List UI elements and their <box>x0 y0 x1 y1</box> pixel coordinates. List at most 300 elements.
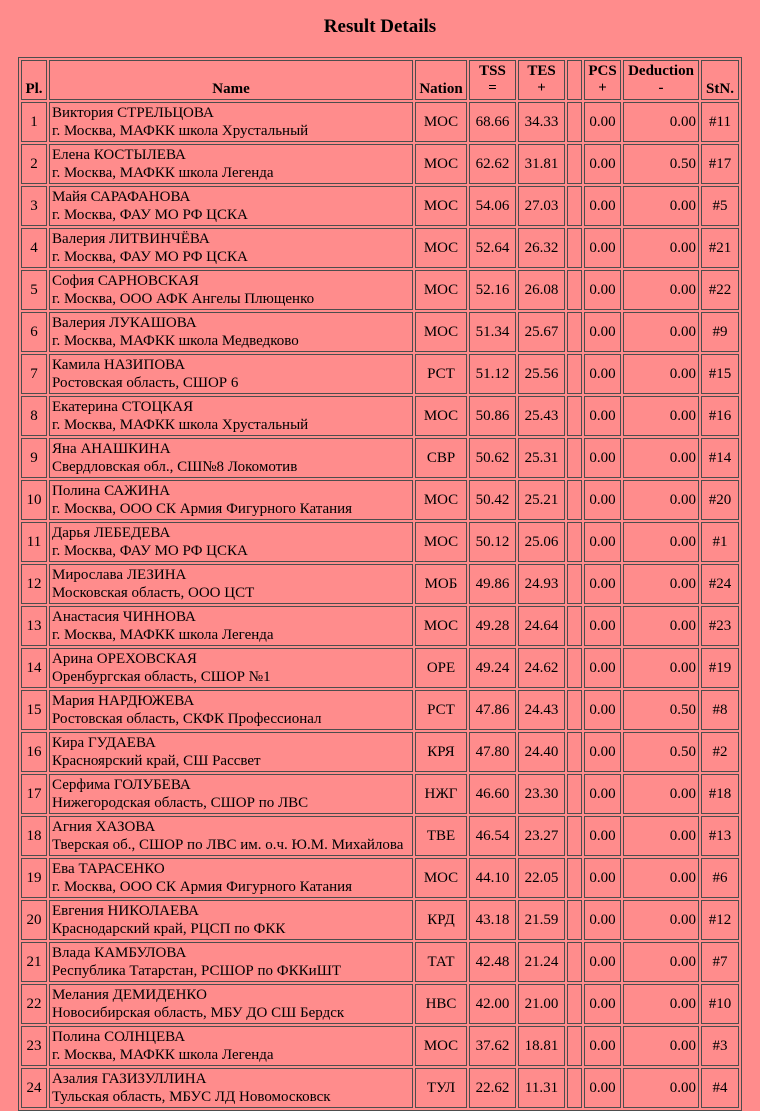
results-table <box>18 57 742 1111</box>
table-row <box>21 102 739 142</box>
skater-name: Анастасия ЧИННОВА <box>52 608 196 625</box>
skater-club: Тульская область, МБУС ЛД Новомосковск <box>52 1089 331 1105</box>
nation-cell: МОС <box>415 144 467 184</box>
tes-cell: 27.03 <box>518 186 565 226</box>
tes-cell: 24.40 <box>518 732 565 772</box>
tss-cell: 22.62 <box>469 1068 516 1108</box>
table-row <box>21 438 739 478</box>
place-cell: 15 <box>21 690 47 730</box>
tss-cell: 68.66 <box>469 102 516 142</box>
place-cell: 2 <box>21 144 47 184</box>
tes-cell: 25.56 <box>518 354 565 394</box>
spacer-cell <box>567 438 582 478</box>
name-cell <box>49 1068 413 1108</box>
table-row <box>21 900 739 940</box>
pcs-cell: 0.00 <box>584 774 621 814</box>
stn-cell: #3 <box>701 1026 739 1066</box>
place-cell: 10 <box>21 480 47 520</box>
table-row <box>21 732 739 772</box>
skater-club: г. Москва, ООО СК Армия Фигурного Катания <box>52 879 353 895</box>
stn-cell: #6 <box>701 858 739 898</box>
place-cell: 9 <box>21 438 47 478</box>
table-row <box>21 564 739 604</box>
stn-cell: #21 <box>701 228 739 268</box>
col-header-place: Pl. <box>21 60 47 100</box>
skater-club: Свердловская обл., СШ№8 Локомотив <box>52 459 298 475</box>
nation-cell: КРЯ <box>415 732 467 772</box>
deduction-cell: 0.00 <box>623 270 699 310</box>
pcs-cell: 0.00 <box>584 144 621 184</box>
pcs-cell: 0.00 <box>584 942 621 982</box>
name-cell <box>49 690 413 730</box>
tes-cell: 24.64 <box>518 606 565 646</box>
col-header-spacer <box>567 60 582 100</box>
nation-cell: МОС <box>415 186 467 226</box>
name-cell <box>49 354 413 394</box>
skater-club: г. Москва, ФАУ МО РФ ЦСКА <box>52 207 248 223</box>
table-row <box>21 816 739 856</box>
tes-sign: + <box>537 80 546 96</box>
deduction-cell: 0.00 <box>623 480 699 520</box>
tss-cell: 43.18 <box>469 900 516 940</box>
tss-cell: 49.28 <box>469 606 516 646</box>
spacer-cell <box>567 732 582 772</box>
skater-club: г. Москва, ООО СК Армия Фигурного Катания <box>52 501 353 517</box>
tss-cell: 54.06 <box>469 186 516 226</box>
nation-cell: МОС <box>415 102 467 142</box>
skater-club: Ростовская область, СШОР 6 <box>52 375 239 391</box>
place-cell: 11 <box>21 522 47 562</box>
skater-name: Евгения НИКОЛАЕВА <box>52 902 200 919</box>
spacer-cell <box>567 774 582 814</box>
skater-name: Виктория СТРЕЛЬЦОВА <box>52 104 214 121</box>
pcs-cell: 0.00 <box>584 354 621 394</box>
tes-cell: 21.00 <box>518 984 565 1024</box>
name-cell <box>49 942 413 982</box>
spacer-cell <box>567 690 582 730</box>
skater-club: Краснодарский край, РЦСП по ФКК <box>52 921 286 937</box>
stn-cell: #4 <box>701 1068 739 1108</box>
stn-cell: #8 <box>701 690 739 730</box>
header-row <box>21 60 739 100</box>
place-cell: 23 <box>21 1026 47 1066</box>
nation-cell: КРД <box>415 900 467 940</box>
tss-cell: 49.86 <box>469 564 516 604</box>
place-cell: 21 <box>21 942 47 982</box>
stn-cell: #20 <box>701 480 739 520</box>
skater-name: Валерия ЛУКАШОВА <box>52 314 197 331</box>
deduction-cell: 0.00 <box>623 900 699 940</box>
place-cell: 8 <box>21 396 47 436</box>
deduction-cell: 0.00 <box>623 1026 699 1066</box>
tss-cell: 52.16 <box>469 270 516 310</box>
deduction-cell: 0.00 <box>623 648 699 688</box>
skater-name: Мелания ДЕМИДЕНКО <box>52 986 207 1003</box>
skater-name: София САРНОВСКАЯ <box>52 272 199 289</box>
name-cell <box>49 312 413 352</box>
pcs-cell: 0.00 <box>584 1026 621 1066</box>
tes-cell: 21.24 <box>518 942 565 982</box>
nation-cell: МОС <box>415 228 467 268</box>
spacer-cell <box>567 522 582 562</box>
skater-name: Влада КАМБУЛОВА <box>52 944 187 961</box>
skater-club: Ростовская область, СКФК Профессионал <box>52 711 322 727</box>
name-cell <box>49 732 413 772</box>
deduction-cell: 0.00 <box>623 228 699 268</box>
tes-cell: 34.33 <box>518 102 565 142</box>
skater-name: Ева ТАРАСЕНКО <box>52 860 165 877</box>
stn-cell: #22 <box>701 270 739 310</box>
spacer-cell <box>567 900 582 940</box>
pcs-cell: 0.00 <box>584 564 621 604</box>
skater-club: г. Москва, МАФКК школа Легенда <box>52 165 274 181</box>
pcs-cell: 0.00 <box>584 690 621 730</box>
nation-cell: МОБ <box>415 564 467 604</box>
spacer-cell <box>567 942 582 982</box>
spacer-cell <box>567 984 582 1024</box>
place-cell: 20 <box>21 900 47 940</box>
deduction-cell: 0.00 <box>623 816 699 856</box>
spacer-cell <box>567 354 582 394</box>
name-cell <box>49 480 413 520</box>
results-body <box>21 102 739 1108</box>
tss-cell: 47.80 <box>469 732 516 772</box>
table-row <box>21 942 739 982</box>
deduction-cell: 0.00 <box>623 564 699 604</box>
stn-cell: #5 <box>701 186 739 226</box>
stn-cell: #7 <box>701 942 739 982</box>
nation-cell: МОС <box>415 312 467 352</box>
skater-club: г. Москва, МАФКК школа Медведково <box>52 333 299 349</box>
skater-name: Яна АНАШКИНА <box>52 440 171 457</box>
skater-name: Агния ХАЗОВА <box>52 818 156 835</box>
tss-cell: 51.34 <box>469 312 516 352</box>
name-cell <box>49 522 413 562</box>
tss-cell: 50.62 <box>469 438 516 478</box>
place-cell: 24 <box>21 1068 47 1108</box>
skater-name: Полина СОЛНЦЕВА <box>52 1028 186 1045</box>
nation-cell: ТАТ <box>415 942 467 982</box>
skater-club: г. Москва, ООО АФК Ангелы Плющенко <box>52 291 315 307</box>
nation-cell: СВР <box>415 438 467 478</box>
skater-name: Серфима ГОЛУБЕВА <box>52 776 191 793</box>
spacer-cell <box>567 270 582 310</box>
place-cell: 19 <box>21 858 47 898</box>
pcs-cell: 0.00 <box>584 1068 621 1108</box>
stn-cell: #18 <box>701 774 739 814</box>
tss-cell: 46.54 <box>469 816 516 856</box>
tes-cell: 26.08 <box>518 270 565 310</box>
name-cell <box>49 1026 413 1066</box>
spacer-cell <box>567 1068 582 1108</box>
deduction-cell: 0.00 <box>623 606 699 646</box>
deduction-cell: 0.50 <box>623 690 699 730</box>
table-row <box>21 1068 739 1108</box>
tss-cell: 62.62 <box>469 144 516 184</box>
skater-club: г. Москва, МАФКК школа Хрустальный <box>52 123 309 139</box>
spacer-cell <box>567 858 582 898</box>
skater-club: Оренбургская область, СШОР №1 <box>52 669 271 685</box>
nation-cell: МОС <box>415 858 467 898</box>
tes-cell: 25.31 <box>518 438 565 478</box>
place-cell: 1 <box>21 102 47 142</box>
tss-cell: 47.86 <box>469 690 516 730</box>
skater-name: Валерия ЛИТВИНЧЁВА <box>52 230 210 247</box>
stn-cell: #11 <box>701 102 739 142</box>
deduction-cell: 0.00 <box>623 438 699 478</box>
table-row <box>21 606 739 646</box>
place-cell: 3 <box>21 186 47 226</box>
pcs-cell: 0.00 <box>584 900 621 940</box>
table-row <box>21 354 739 394</box>
name-cell <box>49 606 413 646</box>
stn-cell: #16 <box>701 396 739 436</box>
tes-cell: 25.21 <box>518 480 565 520</box>
col-header-startnumber: StN. <box>701 60 739 100</box>
col-header-name: Name <box>49 60 413 100</box>
pcs-cell: 0.00 <box>584 522 621 562</box>
nation-cell: МОС <box>415 522 467 562</box>
spacer-cell <box>567 606 582 646</box>
col-header-tes <box>518 60 565 100</box>
name-cell <box>49 816 413 856</box>
table-row <box>21 774 739 814</box>
tes-cell: 23.27 <box>518 816 565 856</box>
tes-cell: 26.32 <box>518 228 565 268</box>
tss-cell: 50.42 <box>469 480 516 520</box>
skater-club: г. Москва, МАФКК школа Хрустальный <box>52 417 309 433</box>
skater-club: г. Москва, МАФКК школа Легенда <box>52 627 274 643</box>
tes-cell: 23.30 <box>518 774 565 814</box>
stn-cell: #2 <box>701 732 739 772</box>
pcs-cell: 0.00 <box>584 606 621 646</box>
nation-cell: РСТ <box>415 690 467 730</box>
tss-cell: 46.60 <box>469 774 516 814</box>
pcs-cell: 0.00 <box>584 438 621 478</box>
table-row <box>21 522 739 562</box>
stn-cell: #17 <box>701 144 739 184</box>
pcs-cell: 0.00 <box>584 816 621 856</box>
tss-cell: 42.48 <box>469 942 516 982</box>
skater-name: Елена КОСТЫЛЕВА <box>52 146 186 163</box>
skater-club: Тверская об., СШОР по ЛВС им. о.ч. Ю.М. Михайлова <box>52 837 404 853</box>
stn-cell: #10 <box>701 984 739 1024</box>
skater-club: Красноярский край, СШ Рассвет <box>52 753 261 769</box>
spacer-cell <box>567 480 582 520</box>
skater-club: Новосибирская область, МБУ ДО СШ Бердск <box>52 1005 345 1021</box>
pcs-label: PCS <box>588 63 617 80</box>
deduction-cell: 0.50 <box>623 144 699 184</box>
place-cell: 17 <box>21 774 47 814</box>
tes-cell: 31.81 <box>518 144 565 184</box>
skater-club: г. Москва, МАФКК школа Легенда <box>52 1047 274 1063</box>
table-row <box>21 984 739 1024</box>
deduction-cell: 0.00 <box>623 942 699 982</box>
skater-name: Майя САРАФАНОВА <box>52 188 191 205</box>
skater-club: г. Москва, ФАУ МО РФ ЦСКА <box>52 543 248 559</box>
table-row <box>21 270 739 310</box>
skater-name: Камила НАЗИПОВА <box>52 356 186 373</box>
tes-cell: 24.93 <box>518 564 565 604</box>
name-cell <box>49 900 413 940</box>
pcs-cell: 0.00 <box>584 732 621 772</box>
stn-cell: #12 <box>701 900 739 940</box>
pcs-cell: 0.00 <box>584 102 621 142</box>
name-cell <box>49 102 413 142</box>
table-row <box>21 690 739 730</box>
spacer-cell <box>567 1026 582 1066</box>
name-cell <box>49 228 413 268</box>
deduction-cell: 0.00 <box>623 1068 699 1108</box>
stn-cell: #15 <box>701 354 739 394</box>
tss-sign: = <box>488 80 497 96</box>
nation-cell: МОС <box>415 270 467 310</box>
table-row <box>21 144 739 184</box>
nation-cell: РСТ <box>415 354 467 394</box>
spacer-cell <box>567 228 582 268</box>
page-title: Result Details <box>323 16 437 37</box>
skater-name: Кира ГУДАЕВА <box>52 734 156 751</box>
skater-name: Мария НАРДЮЖЕВА <box>52 692 195 709</box>
skater-name: Дарья ЛЕБЕДЕВА <box>52 524 171 541</box>
table-row <box>21 396 739 436</box>
name-cell <box>49 648 413 688</box>
deduction-cell: 0.00 <box>623 774 699 814</box>
tes-cell: 24.62 <box>518 648 565 688</box>
skater-club: Республика Татарстан, РСШОР по ФККиШТ <box>52 963 341 979</box>
skater-name: Азалия ГАЗИЗУЛЛИНА <box>52 1070 207 1087</box>
tss-cell: 50.86 <box>469 396 516 436</box>
spacer-cell <box>567 816 582 856</box>
pcs-cell: 0.00 <box>584 984 621 1024</box>
table-row <box>21 186 739 226</box>
deduction-cell: 0.00 <box>623 312 699 352</box>
pcs-cell: 0.00 <box>584 228 621 268</box>
deduction-cell: 0.00 <box>623 186 699 226</box>
col-header-tss <box>469 60 516 100</box>
table-row <box>21 1026 739 1066</box>
nation-cell: МОС <box>415 606 467 646</box>
table-row <box>21 480 739 520</box>
place-cell: 7 <box>21 354 47 394</box>
pcs-cell: 0.00 <box>584 312 621 352</box>
spacer-cell <box>567 396 582 436</box>
tss-cell: 49.24 <box>469 648 516 688</box>
deduction-sign: - <box>658 80 664 96</box>
place-cell: 5 <box>21 270 47 310</box>
name-cell <box>49 144 413 184</box>
nation-cell: ОРЕ <box>415 648 467 688</box>
tss-cell: 44.10 <box>469 858 516 898</box>
skater-club: Московская область, ООО ЦСТ <box>52 585 255 601</box>
name-cell <box>49 984 413 1024</box>
tes-cell: 25.43 <box>518 396 565 436</box>
table-row <box>21 228 739 268</box>
tss-cell: 50.12 <box>469 522 516 562</box>
place-cell: 14 <box>21 648 47 688</box>
nation-cell: ТУЛ <box>415 1068 467 1108</box>
tes-cell: 25.06 <box>518 522 565 562</box>
table-row <box>21 858 739 898</box>
spacer-cell <box>567 102 582 142</box>
place-cell: 16 <box>21 732 47 772</box>
col-header-pcs <box>584 60 621 100</box>
skater-club: Нижегородская область, СШОР по ЛВС <box>52 795 309 811</box>
deduction-label: Deduction <box>628 63 694 80</box>
deduction-cell: 0.00 <box>623 522 699 562</box>
spacer-cell <box>567 144 582 184</box>
name-cell <box>49 774 413 814</box>
place-cell: 18 <box>21 816 47 856</box>
name-cell <box>49 186 413 226</box>
col-header-deduction <box>623 60 699 100</box>
tss-cell: 42.00 <box>469 984 516 1024</box>
stn-cell: #13 <box>701 816 739 856</box>
name-cell <box>49 858 413 898</box>
tes-cell: 22.05 <box>518 858 565 898</box>
stn-cell: #14 <box>701 438 739 478</box>
tes-cell: 21.59 <box>518 900 565 940</box>
nation-cell: НЖГ <box>415 774 467 814</box>
name-cell <box>49 564 413 604</box>
tes-cell: 24.43 <box>518 690 565 730</box>
spacer-cell <box>567 312 582 352</box>
skater-name: Полина САЖИНА <box>52 482 171 499</box>
tss-cell: 37.62 <box>469 1026 516 1066</box>
table-row <box>21 312 739 352</box>
stn-cell: #9 <box>701 312 739 352</box>
nation-cell: МОС <box>415 480 467 520</box>
pcs-cell: 0.00 <box>584 270 621 310</box>
skater-club: г. Москва, ФАУ МО РФ ЦСКА <box>52 249 248 265</box>
tss-cell: 52.64 <box>469 228 516 268</box>
skater-name: Арина ОРЕХОВСКАЯ <box>52 650 197 667</box>
place-cell: 12 <box>21 564 47 604</box>
nation-cell: НВС <box>415 984 467 1024</box>
spacer-cell <box>567 648 582 688</box>
deduction-cell: 0.50 <box>623 732 699 772</box>
place-cell: 6 <box>21 312 47 352</box>
pcs-cell: 0.00 <box>584 396 621 436</box>
spacer-cell <box>567 564 582 604</box>
stn-cell: #19 <box>701 648 739 688</box>
deduction-cell: 0.00 <box>623 102 699 142</box>
pcs-cell: 0.00 <box>584 858 621 898</box>
skater-name: Мирослава ЛЕЗИНА <box>52 566 187 583</box>
skater-name: Екатерина СТОЦКАЯ <box>52 398 194 415</box>
place-cell: 13 <box>21 606 47 646</box>
pcs-cell: 0.00 <box>584 480 621 520</box>
deduction-cell: 0.00 <box>623 858 699 898</box>
table-row <box>21 648 739 688</box>
name-cell <box>49 396 413 436</box>
spacer-cell <box>567 186 582 226</box>
place-cell: 4 <box>21 228 47 268</box>
pcs-sign: + <box>598 80 607 96</box>
nation-cell: ТВЕ <box>415 816 467 856</box>
tss-cell: 51.12 <box>469 354 516 394</box>
tes-cell: 25.67 <box>518 312 565 352</box>
place-cell: 22 <box>21 984 47 1024</box>
stn-cell: #24 <box>701 564 739 604</box>
name-cell <box>49 438 413 478</box>
nation-cell: МОС <box>415 1026 467 1066</box>
tes-cell: 18.81 <box>518 1026 565 1066</box>
deduction-cell: 0.00 <box>623 984 699 1024</box>
results-header <box>21 60 739 100</box>
tes-cell: 11.31 <box>518 1068 565 1108</box>
deduction-cell: 0.00 <box>623 354 699 394</box>
